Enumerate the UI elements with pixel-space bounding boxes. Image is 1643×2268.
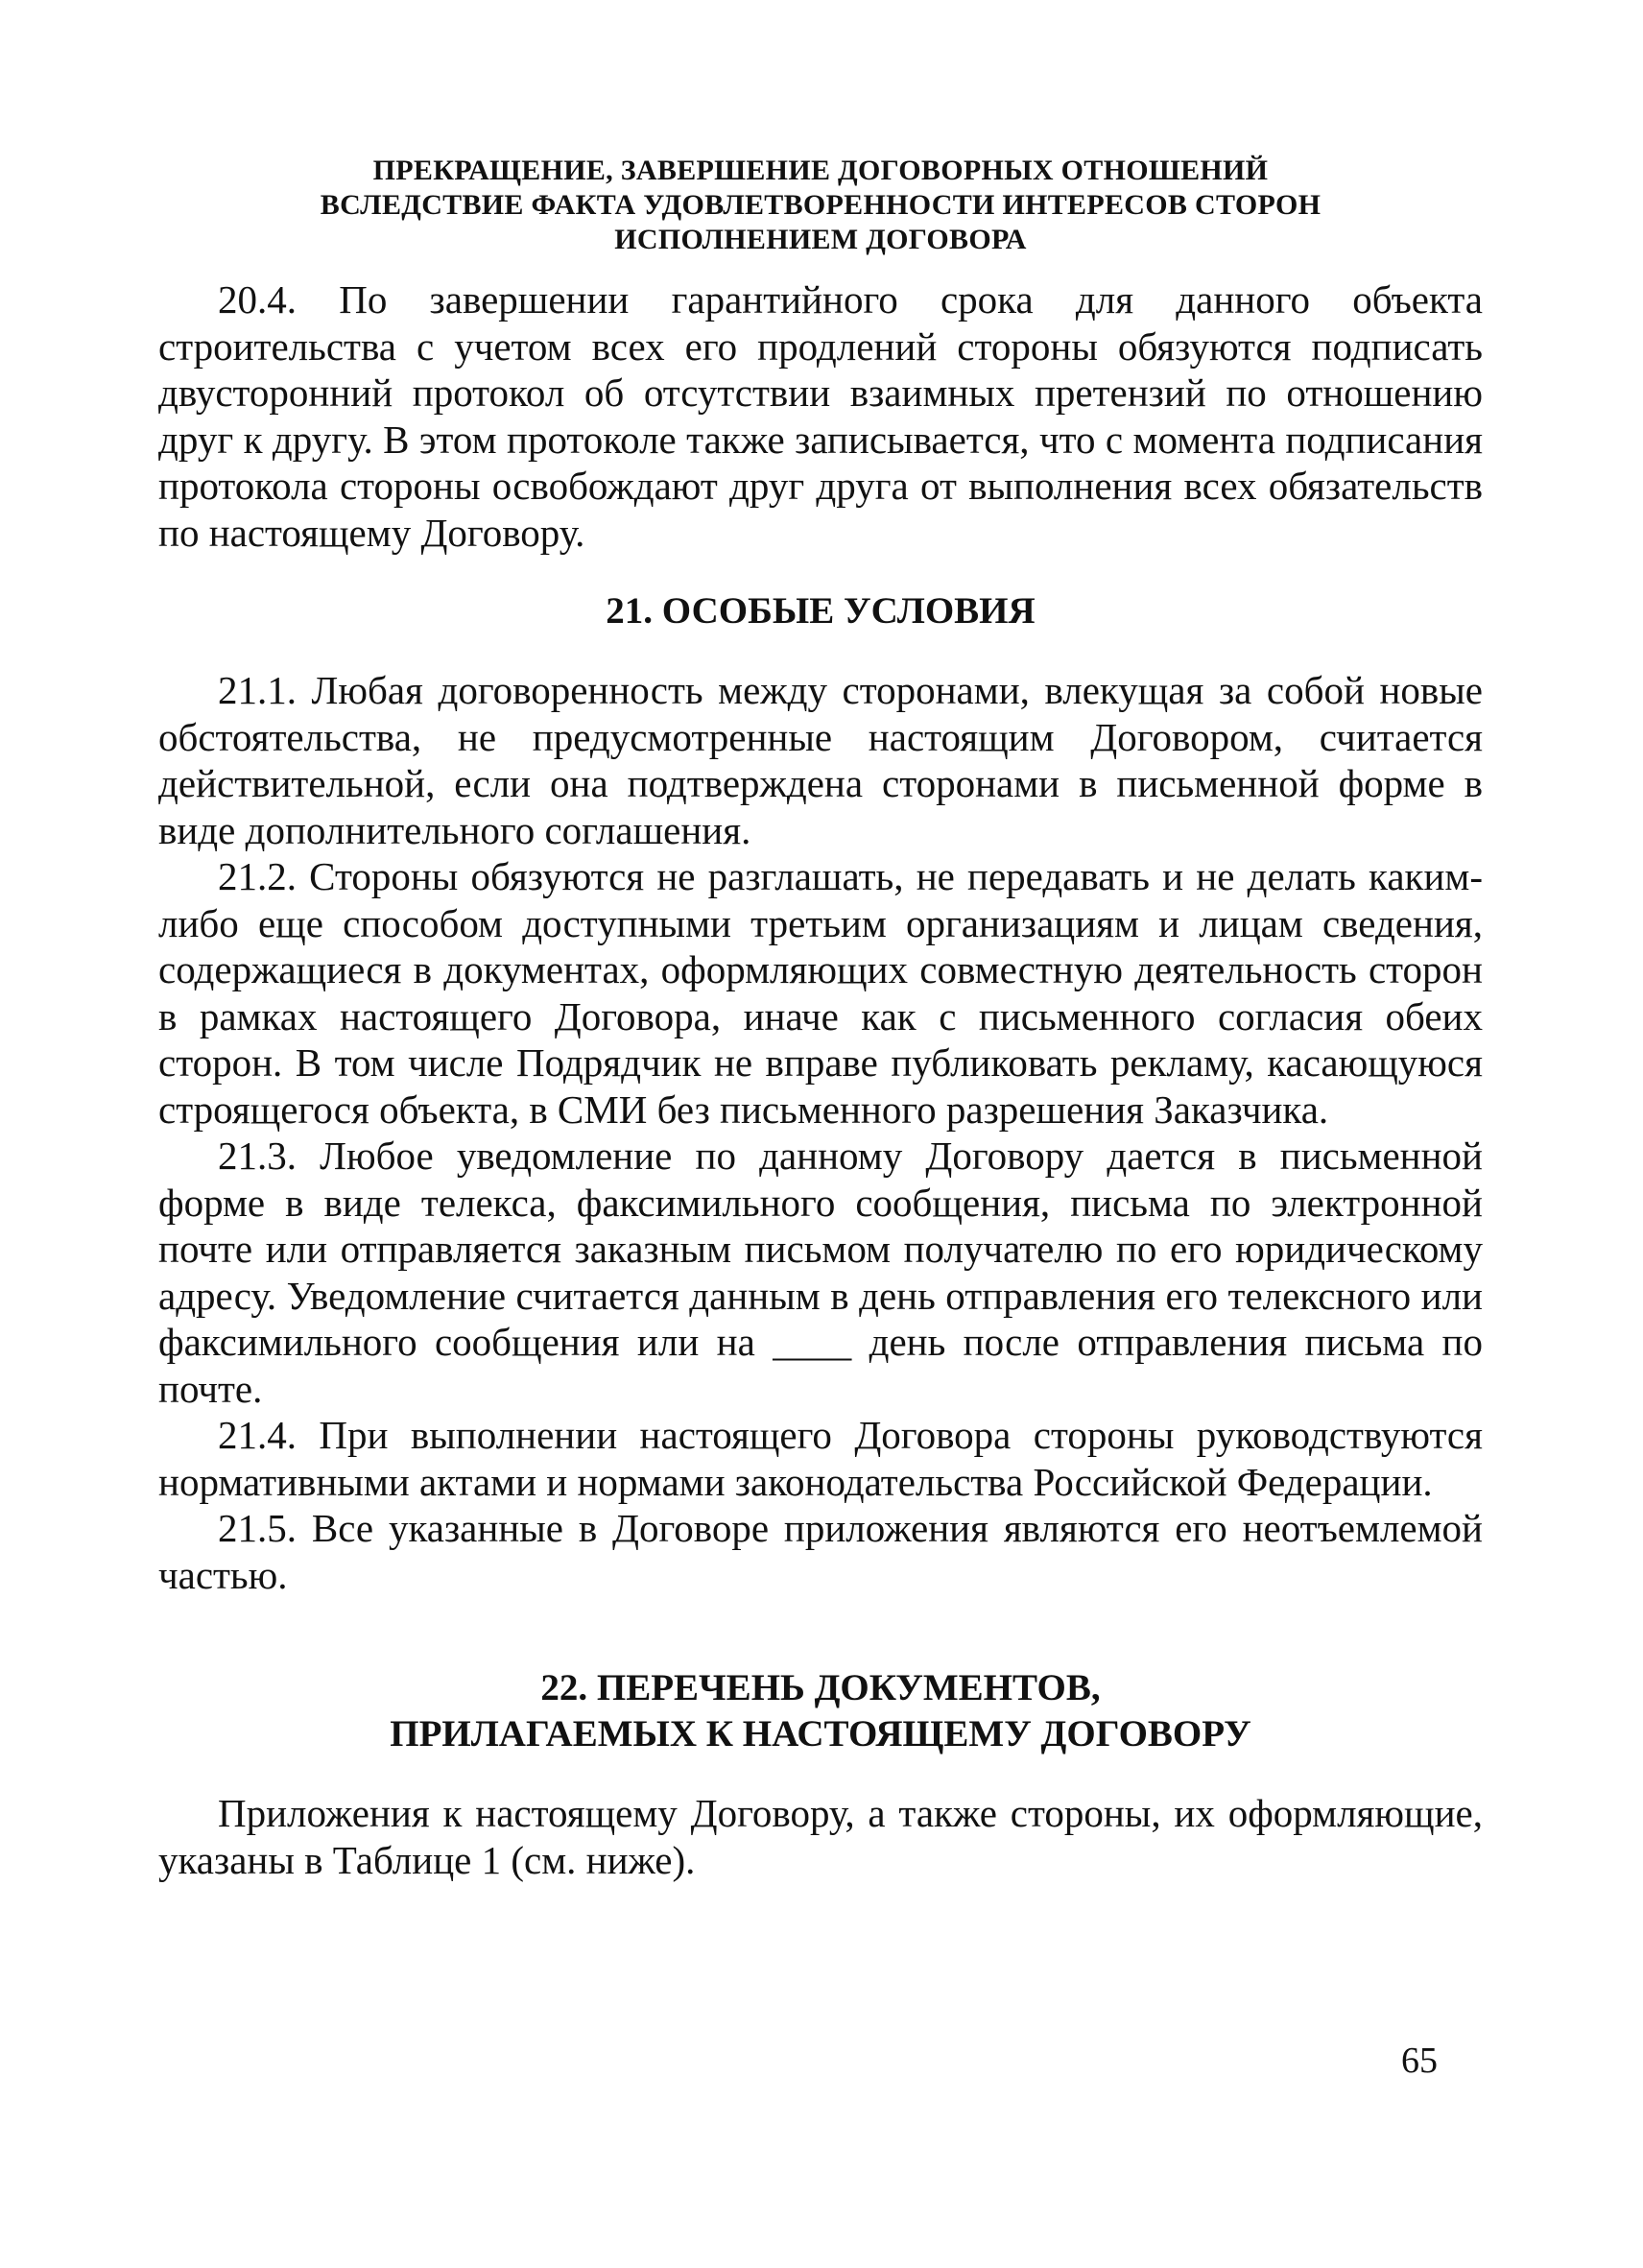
section-22-heading xyxy=(158,1665,1483,1757)
document-page xyxy=(158,154,1483,1883)
section-20-heading xyxy=(158,154,1483,257)
section-20-heading-line-2: ВСЛЕДСТВИЕ ФАКТА УДОВЛЕТВОРЕННОСТИ ИНТЕРЕСОВ СТОРОН xyxy=(320,189,1322,221)
clause-21-5: 21.5. Все указанные в Договоре приложения являются его неотъемлемой частью. xyxy=(158,1506,1483,1597)
section-21-heading xyxy=(158,588,1483,634)
section-22-title-line-1: 22. ПЕРЕЧЕНЬ ДОКУМЕНТОВ, xyxy=(540,1667,1101,1708)
section-22-title-line-2: ПРИЛАГАЕМЫХ К НАСТОЯЩЕМУ ДОГОВОРУ xyxy=(390,1713,1251,1755)
clause-21-4: 21.4. При выполнении настоящего Договора стороны руководствуются нормативными актами и нормами законодательства Российской Федерации. xyxy=(158,1413,1483,1504)
clause-21-3: 21.3. Любое уведомление по данному Договору дается в письменной форме в виде телекса, факсимильного сообщения, письма по электронной почте или отправляется заказным письмом получателю по его юридическому адресу. Уведомление считается данным в день отправления его телексного или факсимильного сообщения или на ____ день после отправления письма по почте. xyxy=(158,1134,1483,1411)
clause-20-4: 20.4. По завершении гарантийного срока для данного объекта строительства с учетом всех его продлений стороны обязуются подписать двусторонний протокол об отсутствии взаимных претензий по отношению друг к другу. В этом протоколе также записывается, что с момента подписания протокола стороны освобождают друг друга от выполнения всех обязательств по настоящему Договору. xyxy=(158,277,1483,555)
section-22-text: Приложения к настоящему Договору, а также стороны, их оформляющие, указаны в Таблице 1 (см. ниже). xyxy=(158,1791,1483,1882)
section-21-title: 21. ОСОБЫЕ УСЛОВИЯ xyxy=(606,590,1036,632)
section-20-heading-line-1: ПРЕКРАЩЕНИЕ, ЗАВЕРШЕНИЕ ДОГОВОРНЫХ ОТНОШЕНИЙ xyxy=(372,155,1269,186)
clause-21-2: 21.2. Стороны обязуются не разглашать, не передавать и не делать каким-либо еще способом доступными третьим организациям и лицам сведения, содержащиеся в документах, оформляющих совместную деятельность сторон в рамках настоящего Договора, иначе как с письменного согласия обеих сторон. В том числе Подрядчик не вправе публиковать рекламу, касающуюся строящегося объекта, в СМИ без письменного разрешения Заказчика. xyxy=(158,854,1483,1132)
section-20-heading-line-3: ИСПОЛНЕНИЕМ ДОГОВОРА xyxy=(614,224,1027,255)
clause-21-1: 21.1. Любая договоренность между сторонами, влекущая за собой новые обстоятельства, не предусмотренные настоящим Договором, считается действительной, если она подтверждена сторонами в письменной форме в виде дополнительного соглашения. xyxy=(158,668,1483,852)
page-number: 65 xyxy=(1401,2041,1438,2081)
